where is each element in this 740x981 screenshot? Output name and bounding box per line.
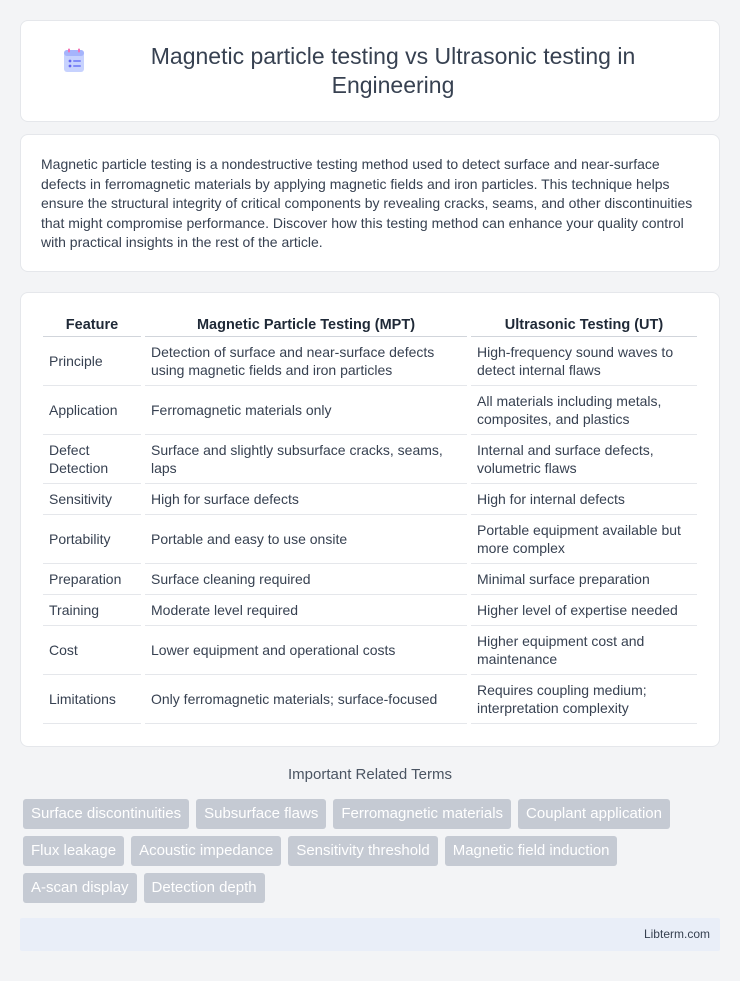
cell-feature: Limitations (43, 675, 141, 724)
term-tag[interactable]: Magnetic field induction (445, 836, 618, 866)
cell-mpt: Surface and slightly subsurface cracks, seams, laps (145, 435, 467, 484)
footer-site-link[interactable]: Libterm.com (643, 927, 710, 941)
cell-mpt: Moderate level required (145, 595, 467, 626)
page-title: Magnetic particle testing vs Ultrasonic testing in Engineering (150, 43, 636, 98)
comparison-table (39, 313, 701, 724)
table-row (43, 626, 697, 675)
term-tag[interactable]: Sensitivity threshold (288, 836, 437, 866)
document-list-icon (61, 48, 87, 74)
cell-mpt: Portable and easy to use onsite (145, 515, 467, 564)
footer (20, 918, 720, 951)
term-tag[interactable]: Subsurface flaws (196, 799, 326, 829)
title-card (20, 20, 720, 122)
related-terms-list (23, 799, 723, 910)
table-row (43, 564, 697, 595)
cell-feature: Sensitivity (43, 484, 141, 515)
table-row (43, 337, 697, 386)
table-row (43, 515, 697, 564)
cell-feature: Principle (43, 337, 141, 386)
cell-ut: High-frequency sound waves to detect internal flaws (471, 337, 697, 386)
cell-feature: Preparation (43, 564, 141, 595)
header-ut: Ultrasonic Testing (UT) (471, 313, 697, 337)
cell-ut: Requires coupling medium; interpretation complexity (471, 675, 697, 724)
term-tag[interactable]: Detection depth (144, 873, 265, 903)
table-row (43, 484, 697, 515)
cell-mpt: Only ferromagnetic materials; surface-focused (145, 675, 467, 724)
cell-ut: Higher equipment cost and maintenance (471, 626, 697, 675)
cell-feature: Application (43, 386, 141, 435)
cell-feature: Portability (43, 515, 141, 564)
cell-ut: Higher level of expertise needed (471, 595, 697, 626)
term-tag[interactable]: Surface discontinuities (23, 799, 189, 829)
cell-ut: All materials including metals, composites, and plastics (471, 386, 697, 435)
cell-mpt: High for surface defects (145, 484, 467, 515)
term-tag[interactable]: Acoustic impedance (131, 836, 281, 866)
header-mpt: Magnetic Particle Testing (MPT) (145, 313, 467, 337)
cell-ut: Portable equipment available but more complex (471, 515, 697, 564)
table-row (43, 595, 697, 626)
cell-feature: Training (43, 595, 141, 626)
cell-mpt: Surface cleaning required (145, 564, 467, 595)
title-wrap (21, 42, 719, 100)
cell-feature: Defect Detection (43, 435, 141, 484)
cell-ut: High for internal defects (471, 484, 697, 515)
cell-ut: Internal and surface defects, volumetric flaws (471, 435, 697, 484)
cell-mpt: Ferromagnetic materials only (145, 386, 467, 435)
term-tag[interactable]: Couplant application (518, 799, 670, 829)
cell-feature: Cost (43, 626, 141, 675)
table-row (43, 435, 697, 484)
table-row (43, 675, 697, 724)
term-tag[interactable]: A-scan display (23, 873, 137, 903)
header-feature: Feature (43, 313, 141, 337)
table-row (43, 386, 697, 435)
related-terms-heading: Important Related Terms (288, 766, 452, 783)
cell-ut: Minimal surface preparation (471, 564, 697, 595)
table-header-row (43, 313, 697, 337)
term-tag[interactable]: Flux leakage (23, 836, 124, 866)
intro-card (20, 134, 720, 272)
cell-mpt: Detection of surface and near-surface defects using magnetic fields and iron particles (145, 337, 467, 386)
intro-paragraph: Magnetic particle testing is a nondestructive testing method used to detect surface and near-surface defects in ferromagnetic materials by applying magnetic fields and iron particles. This technique helps ensure the structural integrity of critical components by revealing cracks, seams, and other discontinuities that might compromise performance. Discover how this testing method can enhance your quality control with practical insights in the rest of the article. (41, 156, 693, 250)
cell-mpt: Lower equipment and operational costs (145, 626, 467, 675)
term-tag[interactable]: Ferromagnetic materials (333, 799, 511, 829)
comparison-table-card (20, 292, 720, 747)
